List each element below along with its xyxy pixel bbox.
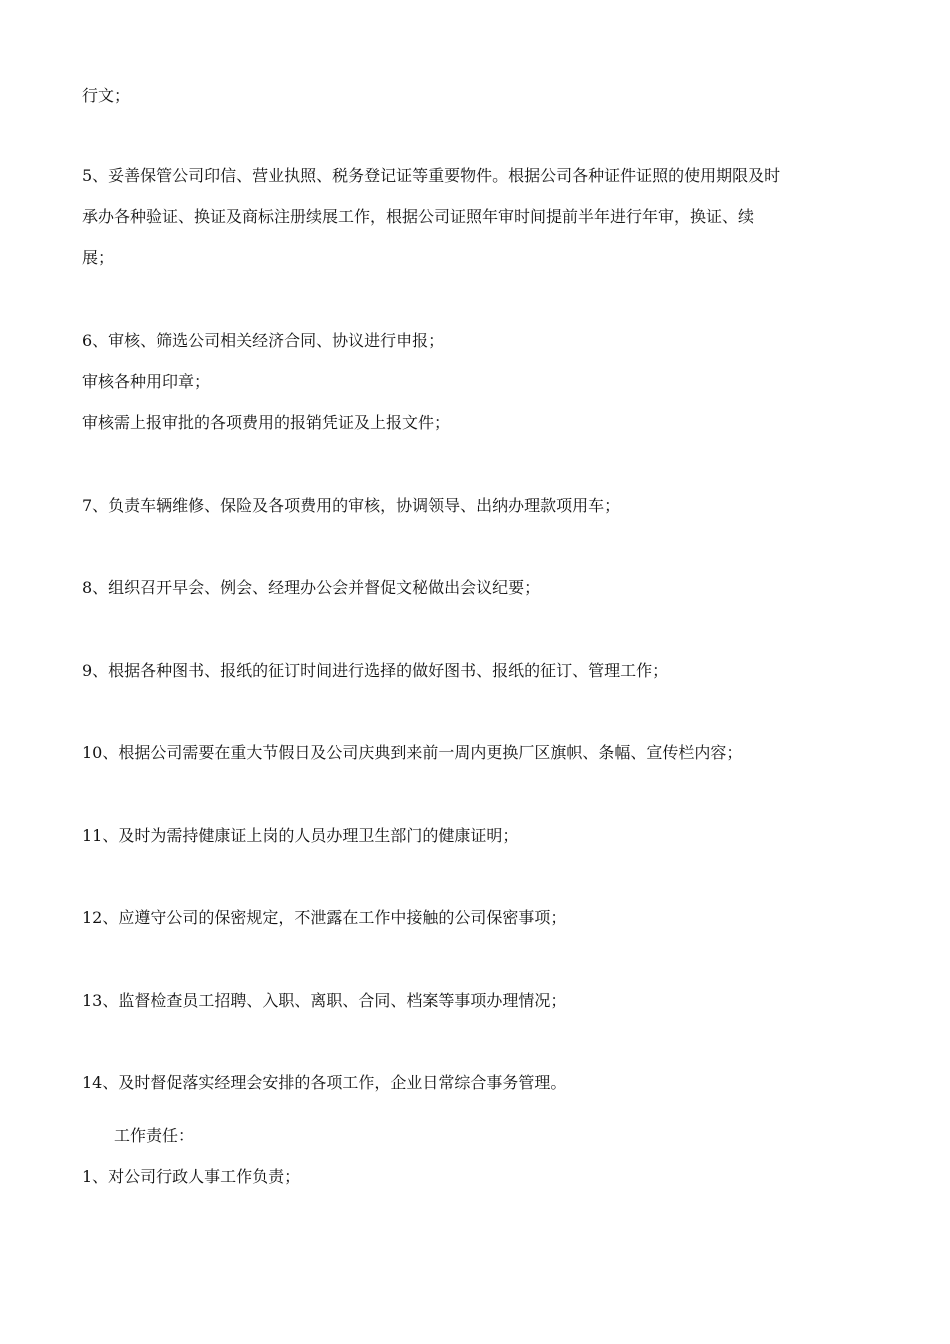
text-line: 1、对公司行政人事工作负责； bbox=[82, 1167, 301, 1186]
text-line: 审核各种用印章； bbox=[82, 372, 211, 391]
text-line: 审核需上报审批的各项费用的报销凭证及上报文件； bbox=[82, 413, 451, 432]
text-line: 10、根据公司需要在重大节假日及公司庆典到来前一周内更换厂区旗帜、条幅、宣传栏内容； bbox=[82, 743, 743, 762]
text-line: 6、审核、筛选公司相关经济合同、协议进行申报； bbox=[82, 331, 445, 350]
text-line: 5、妥善保管公司印信、营业执照、税务登记证等重要物件。根据公司各种证件证照的使用期限及时 bbox=[82, 166, 781, 185]
text-line: 行文； bbox=[82, 86, 131, 105]
text-line: 14、及时督促落实经理会安排的各项工作，企业日常综合事务管理。 bbox=[82, 1073, 567, 1092]
text-line: 11、及时为需持健康证上岗的人员办理卫生部门的健康证明； bbox=[82, 826, 519, 845]
text-line: 13、监督检查员工招聘、入职、离职、合同、档案等事项办理情况； bbox=[82, 991, 567, 1010]
section-heading: 工作责任： bbox=[114, 1126, 195, 1145]
text-line: 12、应遵守公司的保密规定，不泄露在工作中接触的公司保密事项； bbox=[82, 908, 567, 927]
text-line: 7、负责车辆维修、保险及各项费用的审核，协调领导、出纳办理款项用车； bbox=[82, 496, 621, 515]
text-line: 展； bbox=[82, 248, 115, 267]
text-line: 9、根据各种图书、报纸的征订时间进行选择的做好图书、报纸的征订、管理工作； bbox=[82, 661, 669, 680]
text-line: 承办各种验证、换证及商标注册续展工作，根据公司证照年审时间提前半年进行年审，换证、续 bbox=[82, 207, 755, 226]
text-line: 8、组织召开早会、例会、经理办公会并督促文秘做出会议纪要； bbox=[82, 578, 541, 597]
